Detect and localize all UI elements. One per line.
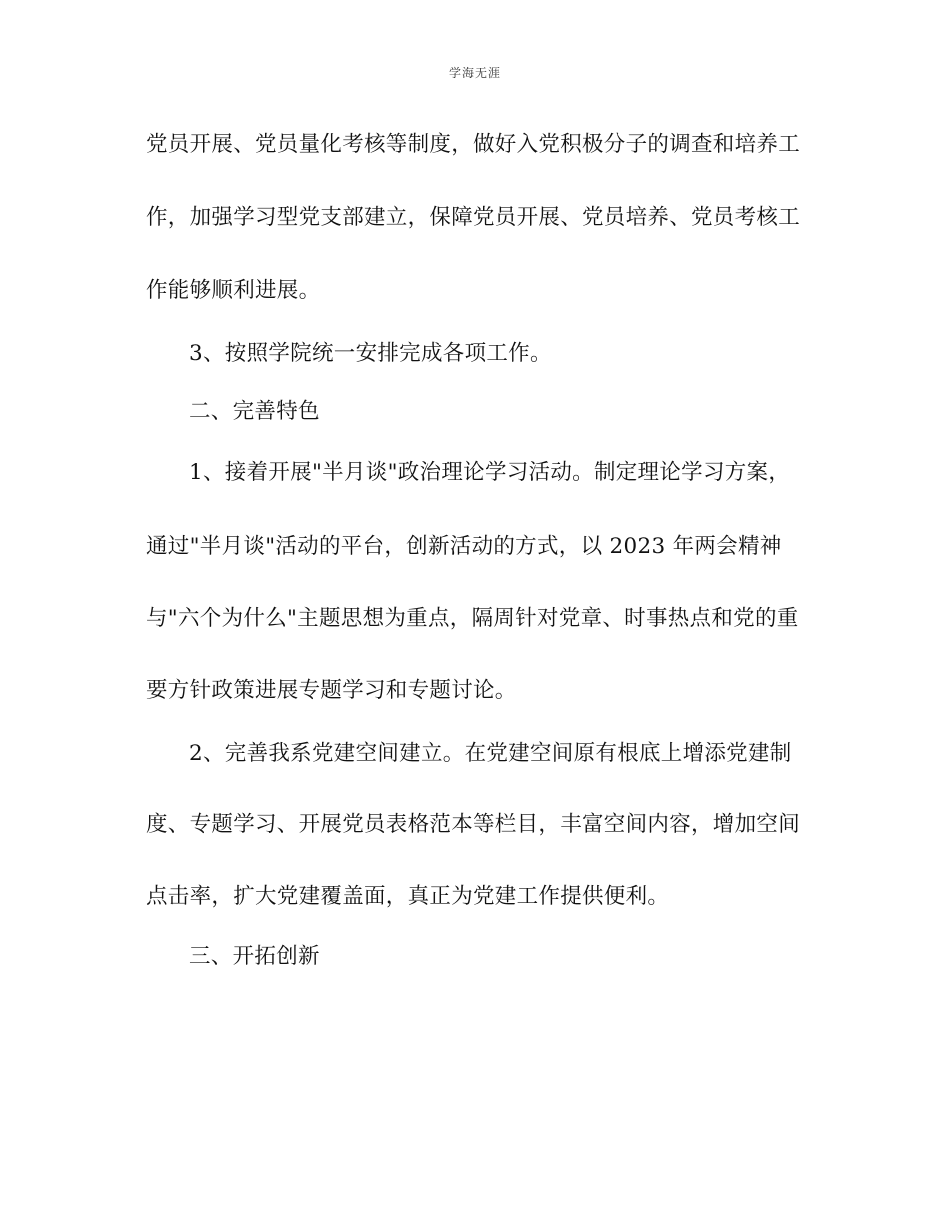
list-item: 3、按照学院统一安排完成各项工作。 [189, 341, 552, 366]
paragraph-line: 点击率，扩大党建覆盖面，真正为党建工作提供便利。 [146, 884, 670, 909]
paragraph-line: 党员开展、党员量化考核等制度，做好入党积极分子的调查和培养工 [146, 132, 801, 157]
paragraph-line: 作，加强学习型党支部建立，保障党员开展、党员培养、党员考核工 [146, 205, 801, 230]
list-item: 1、接着开展"半月谈"政治理论学习活动。制定理论学习方案， [189, 460, 791, 485]
paragraph-line: 度、专题学习、开展党员表格范本等栏目，丰富空间内容，增加空间 [146, 812, 801, 837]
section-heading: 三、开拓创新 [189, 944, 320, 969]
section-heading: 二、完善特色 [189, 399, 320, 424]
page-header: 学海无涯 [448, 66, 501, 80]
paragraph-line: 与"六个为什么"主题思想为重点，隔周针对党章、时事热点和党的重 [146, 606, 799, 631]
list-item: 2、完善我系党建空间建立。在党建空间原有根底上增添党建制 [189, 741, 792, 766]
paragraph-line: 要方针政策进展专题学习和专题讨论。 [146, 678, 517, 703]
paragraph-line: 通过"半月谈"活动的平台，创新活动的方式，以 2023 年两会精神 [146, 534, 782, 559]
paragraph-line: 作能够顺利进展。 [146, 278, 321, 303]
